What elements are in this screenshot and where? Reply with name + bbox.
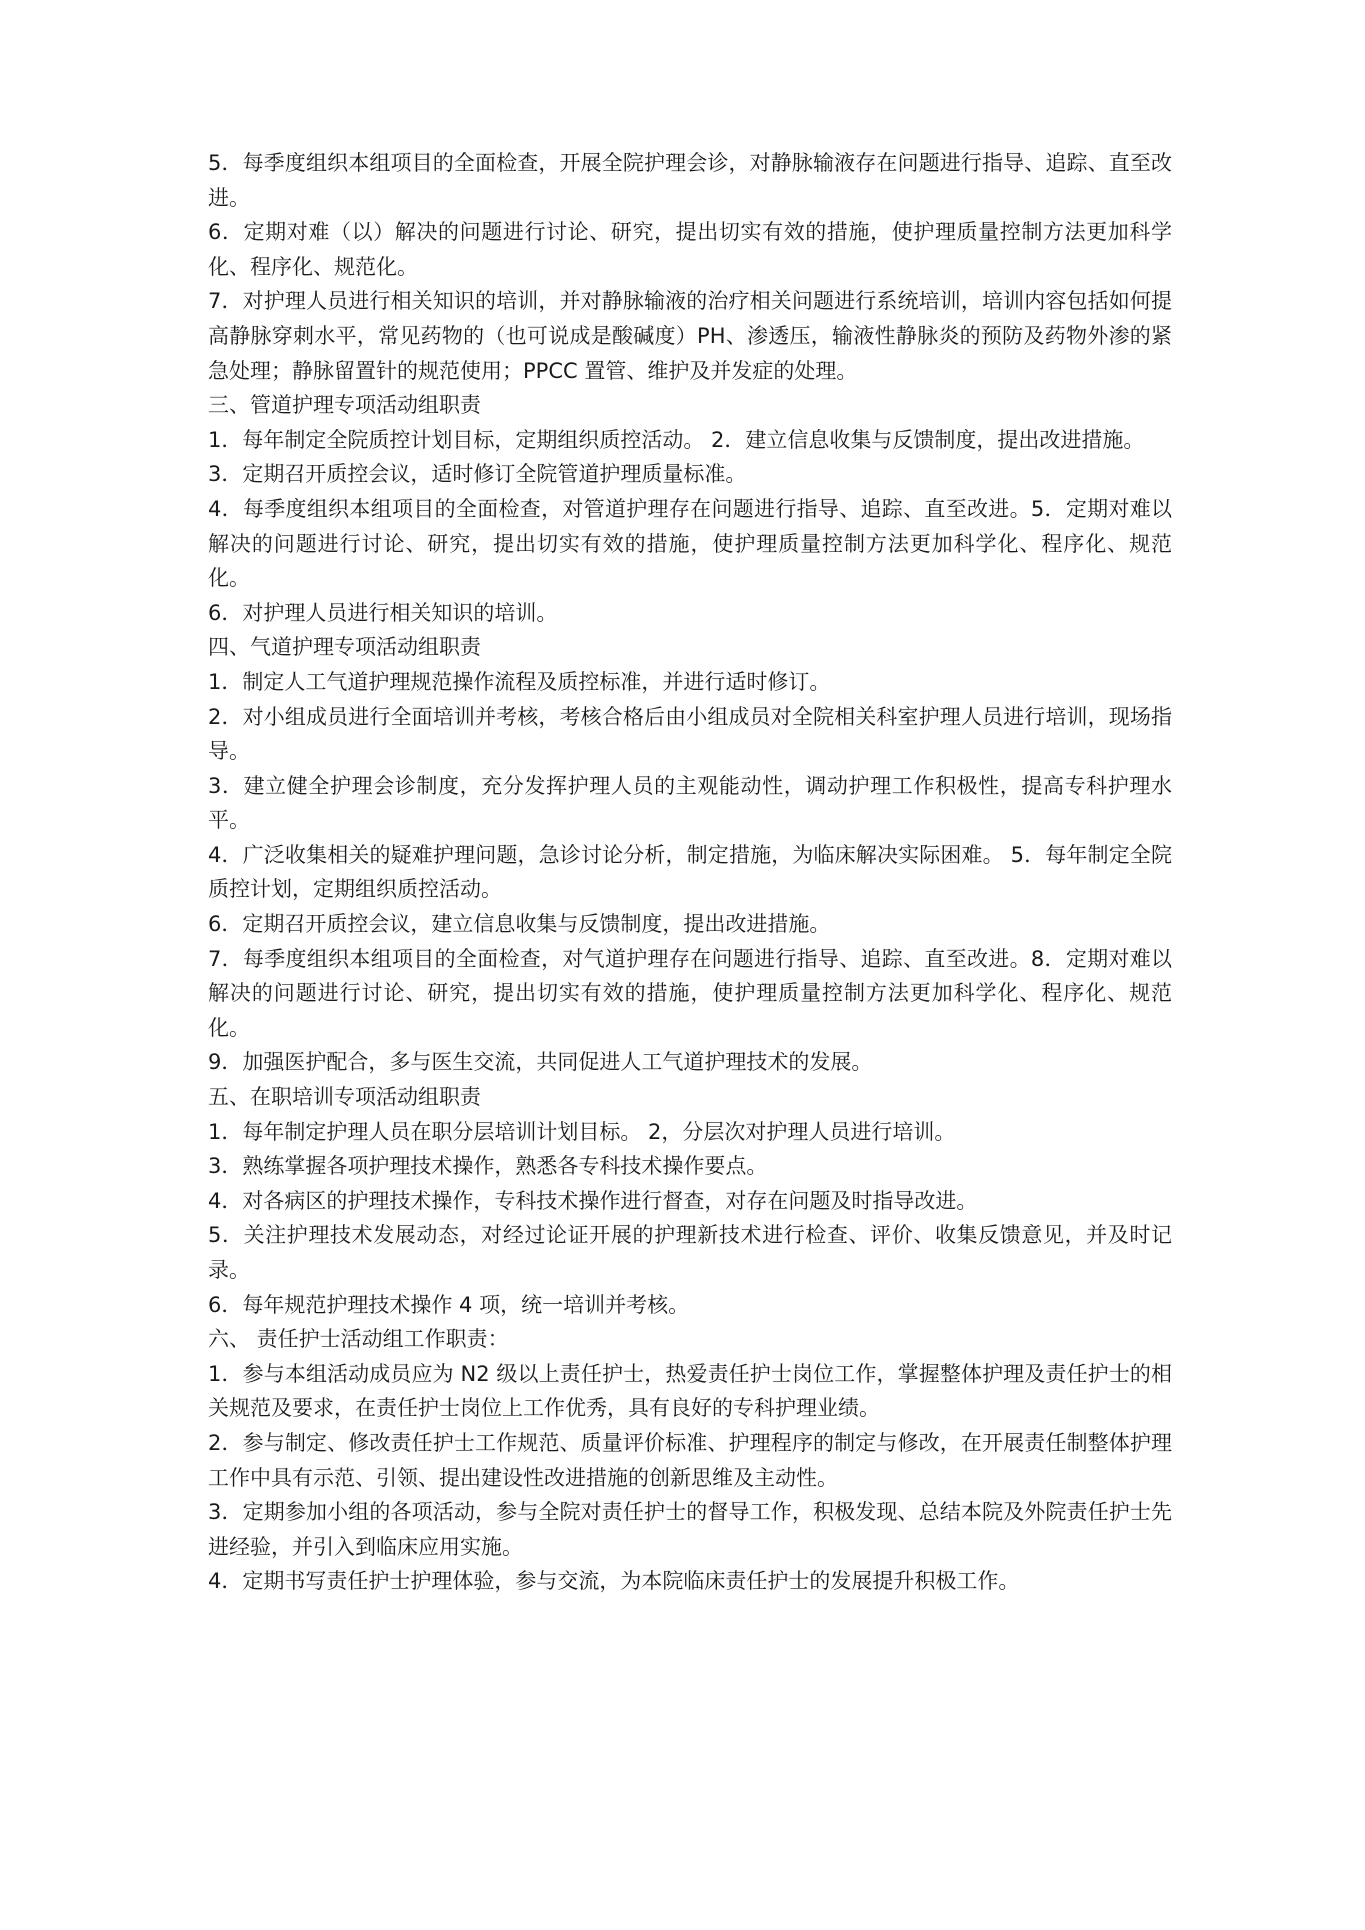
paragraph-airway-item-4-5: 4．广泛收集相关的疑难护理问题，急诊讨论分析，制定措施，为临床解决实际困难。 5．每年制定全院质控计划，定期组织质控活动。 (208, 842, 1172, 902)
paragraph-airway-item-9: 9．加强医护配合，多与医生交流，共同促进人工气道护理技术的发展。 (208, 1050, 873, 1075)
paragraph-nurse-item-1: 1．参与本组活动成员应为 N2 级以上责任护士，热爱责任护士岗位工作，掌握整体护理及责任护士的相关规范及要求，在责任护士岗位上工作优秀，具有良好的专科护理业绩。 (208, 1361, 1172, 1421)
paragraph-training-item-3: 3．熟练掌握各项护理技术操作，熟悉各专科技术操作要点。 (208, 1154, 768, 1179)
paragraph-training-item-6: 6．每年规范护理技术操作 4 项，统一培训并考核。 (208, 1292, 690, 1317)
paragraph-tube-item-3: 3．定期召开质控会议，适时修订全院管道护理质量标准。 (208, 462, 747, 487)
paragraph-nurse-item-2: 2．参与制定、修改责任护士工作规范、质量评价标准、护理程序的制定与修改，在开展责任制整体护理工作中具有示范、引领、提出建设性改进措施的创新思维及主动性。 (208, 1430, 1172, 1490)
paragraph-tube-item-1-2: 1．每年制定全院质控计划目标，定期组织质控活动。 2．建立信息收集与反馈制度，提出改进措施。 (208, 427, 1145, 452)
paragraph-airway-item-3: 3．建立健全护理会诊制度，充分发挥护理人员的主观能动性，调动护理工作积极性，提高专科护理水平。 (208, 773, 1172, 833)
paragraph-airway-item-2: 2．对小组成员进行全面培训并考核，考核合格后由小组成员对全院相关科室护理人员进行培训，现场指导。 (208, 704, 1172, 764)
section-heading-job-training: 五、在职培训专项活动组职责 (208, 1085, 481, 1110)
paragraph-training-item-4: 4．对各病区的护理技术操作，专科技术操作进行督查，对存在问题及时指导改进。 (208, 1188, 978, 1213)
section-heading-responsible-nurse: 六、 责任护士活动组工作职责： (208, 1327, 509, 1352)
document-body (208, 146, 1172, 1599)
paragraph-training-item-1-2: 1．每年制定护理人员在职分层培训计划目标。 2，分层次对护理人员进行培训。 (208, 1119, 956, 1144)
section-heading-tube-care: 三、管道护理专项活动组职责 (208, 393, 481, 418)
paragraph-tube-item-4-5: 4．每季度组织本组项目的全面检查，对管道护理存在问题进行指导、追踪、直至改进。5．定期对难以解决的问题进行讨论、研究，提出切实有效的措施，使护理质量控制方法更加科学化、程序化、规范化。 (208, 496, 1172, 591)
section-heading-airway-care: 四、气道护理专项活动组职责 (208, 635, 481, 660)
paragraph-nurse-item-3: 3．定期参加小组的各项活动，参与全院对责任护士的督导工作，积极发现、总结本院及外院责任护士先进经验，并引入到临床应用实施。 (208, 1500, 1172, 1559)
paragraph-item-6-infusion-discussion: 6．定期对难（以）解决的问题进行讨论、研究，提出切实有效的措施，使护理质量控制方法更加科学化、程序化、规范化。 (208, 220, 1172, 279)
paragraph-airway-item-7-8: 7．每季度组织本组项目的全面检查，对气道护理存在问题进行指导、追踪、直至改进。8．定期对难以解决的问题进行讨论、研究，提出切实有效的措施，使护理质量控制方法更加科学化、程序化、规范化。 (208, 946, 1172, 1040)
paragraph-item-7-infusion-training: 7．对护理人员进行相关知识的培训，并对静脉输液的治疗相关问题进行系统培训，培训内容包括如何提高静脉穿刺水平，常见药物的（也可说成是酸碱度）PH、渗透压，输液性静脉炎的预防及药物外渗的紧急处理；静脉留置针的规范使用；PPCC 置管、维护及并发症的处理。 (208, 289, 1172, 383)
paragraph-airway-item-6: 6．定期召开质控会议，建立信息收集与反馈制度，提出改进措施。 (208, 912, 831, 937)
paragraph-tube-item-6: 6．对护理人员进行相关知识的培训。 (208, 600, 558, 625)
paragraph-nurse-item-4: 4．定期书写责任护士护理体验，参与交流，为本院临床责任护士的发展提升积极工作。 (208, 1569, 1020, 1594)
paragraph-item-5-infusion-inspection: 5．每季度组织本组项目的全面检查，开展全院护理会诊，对静脉输液存在问题进行指导、追踪、直至改进。 (208, 151, 1172, 210)
paragraph-airway-item-1: 1．制定人工气道护理规范操作流程及质控标准，并进行适时修订。 (208, 669, 831, 694)
paragraph-training-item-5: 5．关注护理技术发展动态，对经过论证开展的护理新技术进行检查、评价、收集反馈意见，并及时记录。 (208, 1223, 1172, 1282)
